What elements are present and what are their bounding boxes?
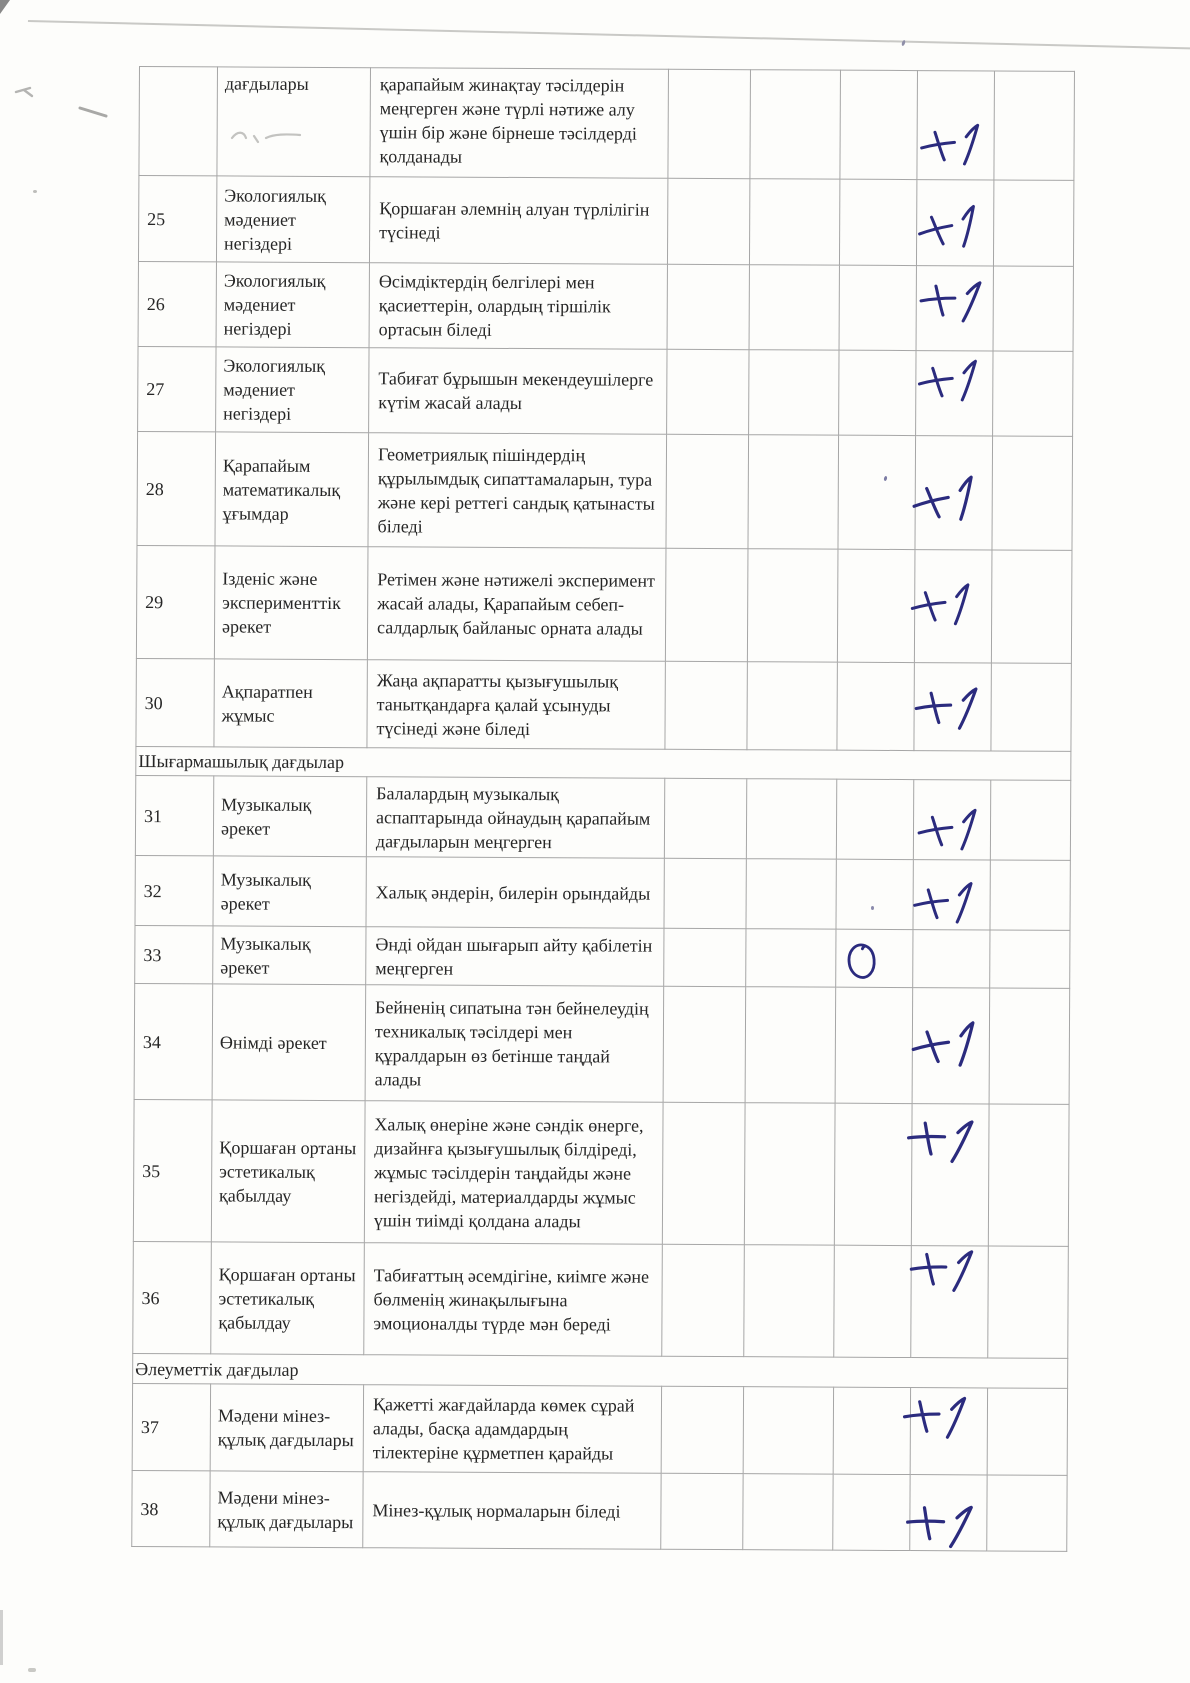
row-24-continued — [139, 67, 1075, 181]
skill-description: Қажетті жағдайларда көмек сұрай алады, басқа адамдардың тілектеріне құрметпен қарайды — [372, 1394, 635, 1464]
score-cell-2 — [746, 929, 836, 987]
category-cell — [211, 1100, 365, 1243]
row-number-cell — [138, 346, 216, 431]
row-32 — [135, 855, 1070, 930]
score-cell-3 — [837, 549, 915, 662]
score-cell-3 — [834, 1103, 912, 1245]
skill-category: Ақпаратпен жұмыс — [221, 680, 313, 726]
score-cell-2 — [743, 1474, 833, 1550]
skill-category: Қоршаған ортаны эстетикалық қабылдау — [218, 1263, 356, 1333]
category-cell — [216, 176, 369, 263]
skill-description: Өсімдіктердің белгілері мен қасиеттерін, олардың тіршілік ортасын біледі — [378, 271, 611, 340]
score-cell-4 — [911, 1246, 989, 1358]
skill-description: Халық өнеріне және сәндік өнерге, дизайнға қызығушылық білдіреді, жұмыс тәсілдерін таңдайды және негіздейді, материалдарды жұмыс үшін тиімді қолдана алады — [373, 1113, 644, 1231]
row-27 — [138, 346, 1073, 436]
skill-category: Ізденіс және эксперименттік әрекет — [222, 568, 342, 637]
skill-description: Жаңа ақпаратты қызығушылық танытқандарға қалай ұсынуды түсінеді және біледі — [376, 669, 619, 739]
score-cell-2 — [744, 1103, 835, 1245]
score-cell-5 — [988, 1246, 1069, 1358]
score-cell-5 — [993, 266, 1073, 351]
description-cell — [364, 1101, 663, 1245]
description-cell — [367, 547, 666, 662]
score-cell-2 — [746, 859, 836, 929]
category-cell — [214, 546, 368, 660]
score-cell-1 — [661, 1386, 743, 1473]
row-number-cell — [136, 545, 215, 658]
score-cell-5 — [993, 351, 1073, 436]
score-cell-4 — [914, 550, 992, 663]
skill-description: Бейненің сипатына тән бейнелеудің техникалық тәсілдері мен құралдарын өз бетінше таңдай алады — [374, 996, 649, 1089]
row-number-cell — [138, 176, 216, 262]
score-cell-1 — [662, 1244, 745, 1356]
score-cell-5 — [993, 180, 1073, 266]
row-36 — [133, 1241, 1069, 1358]
category-cell — [210, 1471, 363, 1548]
score-cell-3 — [836, 859, 913, 929]
category-cell — [216, 347, 369, 433]
score-cell-3 — [839, 179, 916, 265]
row-33 — [135, 925, 1070, 988]
score-cell-5 — [992, 436, 1073, 550]
skill-category: Экологиялық мәдениет негіздері — [224, 184, 326, 254]
description-cell — [363, 1472, 661, 1550]
skill-description: қарапайым жинақтау тәсілдерін меңгерген және түрлі нәтиже алу үшін бір және бірнеше тәсілдерді қолданады — [379, 74, 637, 167]
row-number: 29 — [145, 592, 164, 613]
skill-description: Геометриялық пішіндердің құрылымдық сипаттамаларын, тура және кері реттегі сандық қатынасты біледі — [377, 443, 655, 536]
score-cell-3 — [840, 70, 918, 179]
score-cell-1 — [661, 1473, 743, 1549]
score-cell-4 — [917, 71, 995, 180]
category-cell — [213, 926, 366, 985]
score-cell-3 — [833, 1474, 910, 1550]
assessment-table — [131, 66, 1075, 1552]
description-cell — [369, 348, 667, 435]
description-cell — [366, 777, 664, 859]
category-cell — [215, 432, 369, 547]
score-cell-4 — [911, 1104, 989, 1246]
skill-category: Өнімді әрекет — [219, 1031, 327, 1053]
row-number: 28 — [145, 478, 164, 499]
score-cell-2 — [744, 1245, 835, 1357]
score-cell-1 — [664, 928, 746, 986]
description-cell — [367, 660, 665, 750]
skill-category: Музыкалық әрекет — [220, 793, 312, 839]
score-cell-4 — [913, 780, 990, 860]
row-number-cell — [135, 925, 213, 983]
description-cell — [369, 177, 667, 265]
score-cell-2 — [743, 1387, 833, 1474]
score-cell-1 — [665, 548, 748, 661]
row-31 — [135, 775, 1070, 860]
section-header — [133, 1353, 1068, 1388]
row-number: 35 — [142, 1160, 161, 1181]
skill-category: Экологиялық мәдениет негіздері — [223, 270, 326, 339]
score-cell-2 — [749, 265, 839, 350]
row-number-cell — [134, 983, 213, 1099]
row-number-cell — [132, 1470, 210, 1546]
score-cell-4 — [916, 266, 993, 351]
score-cell-2 — [748, 435, 839, 549]
score-cell-3 — [837, 662, 914, 750]
skill-description: Ретімен және нәтижелі эксперимент жасай алады, Қарапайым себеп-салдарлық байланыс орната алады — [377, 569, 656, 639]
description-cell — [368, 433, 667, 549]
score-cell-3 — [839, 265, 916, 350]
score-cell-1 — [668, 69, 751, 178]
row-37 — [132, 1383, 1067, 1475]
skill-description: Қоршаған әлемнің алуан түрлілігін түсінеді — [379, 197, 650, 243]
skill-description: Табиғат бұрышын мекендеушілерге күтім жасай алады — [378, 368, 654, 414]
skill-description: Табиғаттың әсемдігіне, киімге және бөлменің жинақылығына эмоционалды түрде мән береді — [373, 1264, 650, 1334]
row-38 — [132, 1470, 1067, 1551]
row-28 — [137, 431, 1073, 550]
skill-category: Қарапайым математикалық ұғымдар — [222, 454, 341, 524]
score-cell-5 — [990, 780, 1070, 860]
score-cell-5 — [987, 1475, 1067, 1551]
skill-category: Музыкалық әрекет — [220, 932, 311, 978]
score-cell-5 — [991, 550, 1072, 663]
score-cell-1 — [664, 858, 746, 928]
section-label: Шығармашылық дағдылар — [138, 751, 345, 773]
score-cell-5 — [987, 1388, 1067, 1475]
skill-category: Экологиялық мәдениет негіздері — [223, 355, 326, 424]
row-number: 27 — [146, 379, 165, 400]
row-number: 36 — [141, 1287, 160, 1308]
score-cell-2 — [747, 549, 838, 662]
score-cell-1 — [667, 349, 749, 434]
score-cell-1 — [663, 986, 746, 1102]
row-number: 30 — [144, 692, 163, 713]
score-cell-1 — [662, 1102, 745, 1244]
score-cell-4 — [915, 436, 993, 550]
category-cell — [212, 984, 366, 1101]
row-number-cell — [132, 1383, 210, 1470]
description-cell — [366, 857, 664, 929]
row-number: 25 — [147, 208, 166, 229]
score-cell-3 — [839, 350, 916, 435]
score-cell-4 — [910, 1388, 987, 1475]
score-cell-4 — [910, 1475, 987, 1551]
row-number-cell — [138, 261, 216, 346]
row-number: 26 — [146, 294, 165, 315]
skill-description: Әнді ойдан шығарып айту қабілетін меңгерген — [375, 933, 653, 979]
row-number-cell — [137, 431, 216, 545]
description-cell — [366, 927, 664, 987]
skill-description: Халық әндерін, билерін орындайды — [375, 881, 651, 904]
row-29 — [136, 545, 1072, 663]
row-number: 33 — [143, 944, 162, 965]
row-number: 37 — [140, 1417, 159, 1438]
category-cell — [216, 262, 369, 348]
scan-speck — [28, 1668, 36, 1672]
score-cell-3 — [836, 929, 913, 987]
section-row-social — [133, 1353, 1068, 1388]
score-cell-3 — [836, 779, 913, 859]
skill-description: Балалардың музыкалық аспаптарында ойнаудың қарапайым дағдыларын меңгерген — [375, 782, 651, 852]
description-cell — [365, 985, 664, 1103]
score-cell-5 — [990, 930, 1070, 988]
score-cell-2 — [749, 350, 839, 435]
row-30 — [136, 658, 1071, 751]
category-cell — [214, 659, 367, 748]
score-cell-2 — [749, 179, 839, 265]
category-cell — [213, 856, 366, 927]
row-number-cell — [135, 775, 213, 855]
category-cell — [217, 67, 371, 177]
score-cell-3 — [838, 435, 916, 549]
score-cell-1 — [666, 434, 749, 548]
score-cell-5 — [988, 1104, 1069, 1246]
skill-category: Қоршаған ортаны эстетикалық қабылдау — [219, 1136, 357, 1206]
row-number-cell — [136, 658, 214, 746]
row-number: 32 — [143, 880, 162, 901]
score-cell-2 — [745, 987, 836, 1103]
score-cell-4 — [913, 930, 990, 988]
row-number: 38 — [140, 1498, 159, 1519]
score-cell-4 — [916, 351, 993, 436]
row-number: 31 — [144, 805, 163, 826]
score-cell-5 — [994, 71, 1075, 180]
score-cell-4 — [914, 663, 991, 751]
score-cell-1 — [667, 264, 749, 349]
category-cell — [211, 1242, 365, 1355]
score-cell-5 — [989, 988, 1070, 1104]
score-cell-4 — [913, 860, 990, 930]
row-number-cell — [133, 1241, 212, 1353]
score-cell-3 — [835, 987, 913, 1103]
scan-edge-line — [28, 20, 1190, 50]
score-cell-1 — [665, 661, 747, 749]
scan-speck — [33, 190, 37, 193]
description-cell — [370, 68, 669, 179]
description-cell — [369, 263, 667, 350]
row-number: 34 — [142, 1031, 161, 1052]
score-cell-3 — [834, 1245, 912, 1357]
scan-edge-artifact — [0, 1610, 3, 1665]
skill-category: дағдылары — [224, 73, 309, 94]
row-35 — [133, 1099, 1069, 1246]
score-cell-1 — [667, 178, 749, 264]
skill-category: Мәдени мінез-құлық дағдылары — [217, 1486, 354, 1532]
score-cell-2 — [747, 662, 837, 750]
score-cell-3 — [833, 1387, 910, 1474]
row-25 — [138, 176, 1073, 267]
row-number-cell — [139, 67, 218, 176]
score-cell-4 — [912, 988, 990, 1104]
pencil-check-artifact — [10, 80, 125, 125]
skill-category: Музыкалық әрекет — [220, 868, 311, 914]
description-cell — [363, 1385, 661, 1474]
category-cell — [210, 1384, 363, 1472]
score-cell-4 — [916, 180, 993, 266]
category-cell — [213, 776, 366, 857]
scan-corner-artifact — [0, 0, 10, 14]
row-number-cell — [133, 1099, 212, 1241]
scan-speck — [901, 40, 906, 47]
skill-category: Мәдени мінез-құлық дағдылары — [217, 1405, 354, 1451]
score-cell-1 — [664, 778, 746, 858]
score-cell-2 — [750, 70, 841, 179]
score-cell-5 — [990, 860, 1070, 930]
score-cell-5 — [991, 663, 1071, 751]
skill-description: Мінез-құлық нормаларын біледі — [372, 1499, 621, 1522]
row-number-cell — [135, 855, 213, 925]
assessment-table-wrap — [131, 66, 1074, 1553]
score-cell-2 — [746, 779, 836, 859]
description-cell — [364, 1243, 663, 1357]
row-26 — [138, 261, 1073, 351]
section-label: Әлеуметтік дағдылар — [135, 1358, 299, 1380]
row-34 — [134, 983, 1070, 1104]
